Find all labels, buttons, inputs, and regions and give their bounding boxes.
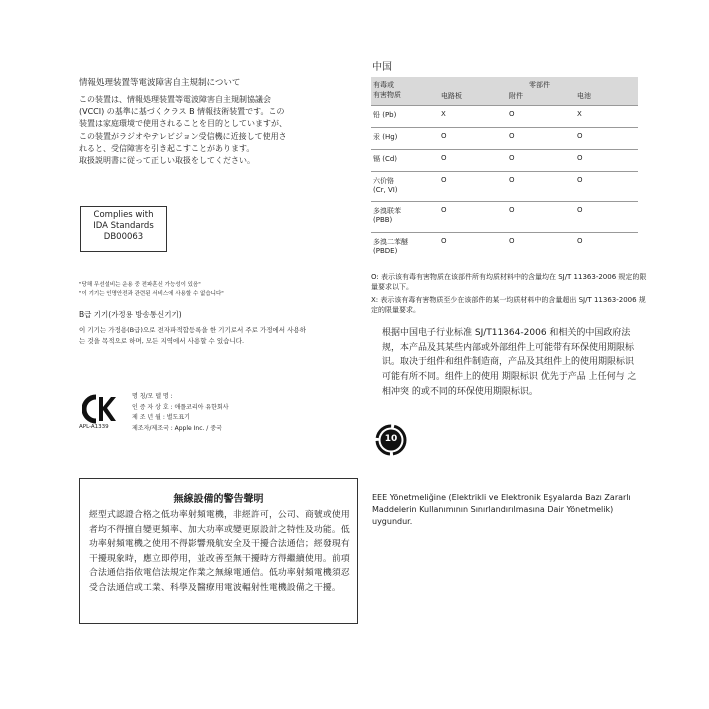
cell: O xyxy=(575,128,638,150)
substance-name-line-2: (PBB) xyxy=(373,216,393,224)
cell: O xyxy=(507,128,575,150)
table-row xyxy=(371,150,638,172)
rohs-note-o: O: 表示该有毒有害物质在该部件所有均质材料中的含量均在 SJ/T 11363-2006 规定的限量要求以下。 xyxy=(371,273,647,291)
ida-line-1: Complies with xyxy=(93,210,154,220)
table-row xyxy=(371,106,638,128)
ida-compliance-box xyxy=(80,206,167,252)
col-pcb: 电路板 xyxy=(439,91,507,106)
substance-name-line-1: 多溴联苯 xyxy=(373,207,401,215)
cell: X xyxy=(575,106,638,128)
rohs-group-header: 零部件 xyxy=(439,77,638,91)
cell: O xyxy=(575,150,638,172)
substance-name: 铅 (Pb) xyxy=(371,106,439,128)
ida-line-3: DB00063 xyxy=(103,232,144,242)
cell: O xyxy=(507,150,575,172)
table-row xyxy=(371,202,638,233)
substance-name-line-2: (Cr, VI) xyxy=(373,186,398,194)
cell: X xyxy=(439,106,507,128)
rohs-table xyxy=(371,77,638,263)
table-row xyxy=(371,233,638,263)
header-line-1: 有毒或 xyxy=(373,81,394,89)
cell: O xyxy=(507,233,575,263)
korea-class-b-title: B급 기기(가정용 방송통신기기) xyxy=(79,310,182,319)
cell: O xyxy=(575,233,638,263)
substance-name: 镉 (Cd) xyxy=(371,150,439,172)
cert-holder-row: 인 증 자 상 호 : 애플코리아 유한회사 xyxy=(132,403,229,411)
korea-radio-notice xyxy=(79,281,309,299)
cell: O xyxy=(507,202,575,233)
kc-model-number: APL-A1339 xyxy=(79,424,109,430)
efup-10-icon xyxy=(375,424,407,456)
substance-name-line-1: 六价铬 xyxy=(373,177,394,185)
rohs-note-x: X: 表示该有毒有害物质至少在该部件的某一均质材料中的含量超出 SJ/T 11363-2006 规定的限量要求。 xyxy=(371,296,646,314)
ida-line-2: IDA Standards xyxy=(93,221,154,231)
vcci-instruction: 取扱説明書に従って正しい取扱をしてください。 xyxy=(79,156,255,166)
table-row xyxy=(371,172,638,202)
rohs-header-row xyxy=(371,77,638,91)
china-heading: 中国 xyxy=(372,62,392,73)
substance-name-line-1: 多溴二苯醚 xyxy=(373,238,408,246)
substance-name-line-2: (PBDE) xyxy=(373,247,398,255)
cell: O xyxy=(575,172,638,202)
cell: O xyxy=(439,150,507,172)
cell: O xyxy=(439,202,507,233)
cert-maker-row: 제조자/제조국 : Apple Inc. / 중국 xyxy=(132,424,222,432)
col-battery: 电池 xyxy=(575,91,638,106)
taiwan-warning-title: 無線設備的警告聲明 xyxy=(173,494,264,505)
vcci-title: 情報処理装置等電波障害自主規制について xyxy=(79,78,241,88)
cell: O xyxy=(507,172,575,202)
korea-class-b-text: 이 기기는 가정용(B급)으로 전자파적합등록을 한 기기로서 주로 가정에서 사용하는 것을 목적으로 하며, 모든 지역에서 사용할 수 있습니다. xyxy=(79,326,306,345)
cert-date-row: 제 조 년 월 : 별도표기 xyxy=(132,414,190,421)
cell: O xyxy=(575,202,638,233)
substance-name xyxy=(371,202,439,233)
korea-quote-2: "이 기기는 인명안전과 관련된 서비스에 사용할 수 없습니다" xyxy=(79,291,224,297)
kc-mark-icon xyxy=(82,394,118,424)
taiwan-warning-box xyxy=(79,478,358,624)
header-line-2: 有害物质 xyxy=(373,91,401,99)
cell: O xyxy=(439,172,507,202)
taiwan-warning-text: 經型式認證合格之低功率射頻電機，非經許可，公司、商號或使用者均不得擅自變更頻率、加大功率或變更原設計之特性及功能。低功率射頻電機之使用不得影響飛航安全及干擾合法通信；經發現有干擾現象時，應立即停用，並改善至無干擾時方得繼續使用。前項合法通信指依電信法規定作業之無線電通信。低功率射頻電機須忍受合法通信或工業、科學及醫療用電波輻射性電機設備之干擾。 xyxy=(89,510,350,593)
cert-name-row: 명 칭/모 델 명 : xyxy=(132,393,173,400)
turkey-eee-text: EEE Yönetmeliğine (Elektrikli ve Elektronik Eşyalarda Bazı Zararlı Maddelerin Kullanımının Sınırlandırılmasına Dair Yönetmelik) uygundur. xyxy=(372,493,631,526)
china-efup-paragraph: 根据中国电子行业标准 SJ/T11364-2006 和相关的中国政府法规，本产品及其某些内部或外部组件上可能带有环保使用期限标识。取决于组件和组件制造商，产品及其组件上的使用期限标识可能有所不同。组件上的使用 期限标识 优先于产品 上任何与 之相冲突 的或不同的环保使用期限标识。 xyxy=(382,328,637,397)
korea-cert-info xyxy=(132,392,229,434)
cell: O xyxy=(439,128,507,150)
substance-name: 汞 (Hg) xyxy=(371,128,439,150)
substance-name xyxy=(371,172,439,202)
cell: O xyxy=(507,106,575,128)
vcci-body xyxy=(79,94,291,167)
vcci-paragraph: この装置は、情報処理装置等電波障害自主規制協議会 (VCCI) の基準に基づくクラス B 情報技術装置です。この装置は家庭環境で使用されることを目的としていますが、この装置がラジオやテレビジョン受信機に近接して使用されると、受信障害を引き起こすことがあります。 xyxy=(79,95,287,153)
table-row xyxy=(371,128,638,150)
col-accessory: 附件 xyxy=(507,91,575,106)
cell: O xyxy=(439,233,507,263)
substance-name xyxy=(371,233,439,263)
efup-number: 10 xyxy=(384,434,398,444)
korea-quote-1: "당해 무선설비는 운용 중 전파혼신 가능성이 있음" xyxy=(79,282,201,288)
rohs-substance-header xyxy=(371,77,439,106)
